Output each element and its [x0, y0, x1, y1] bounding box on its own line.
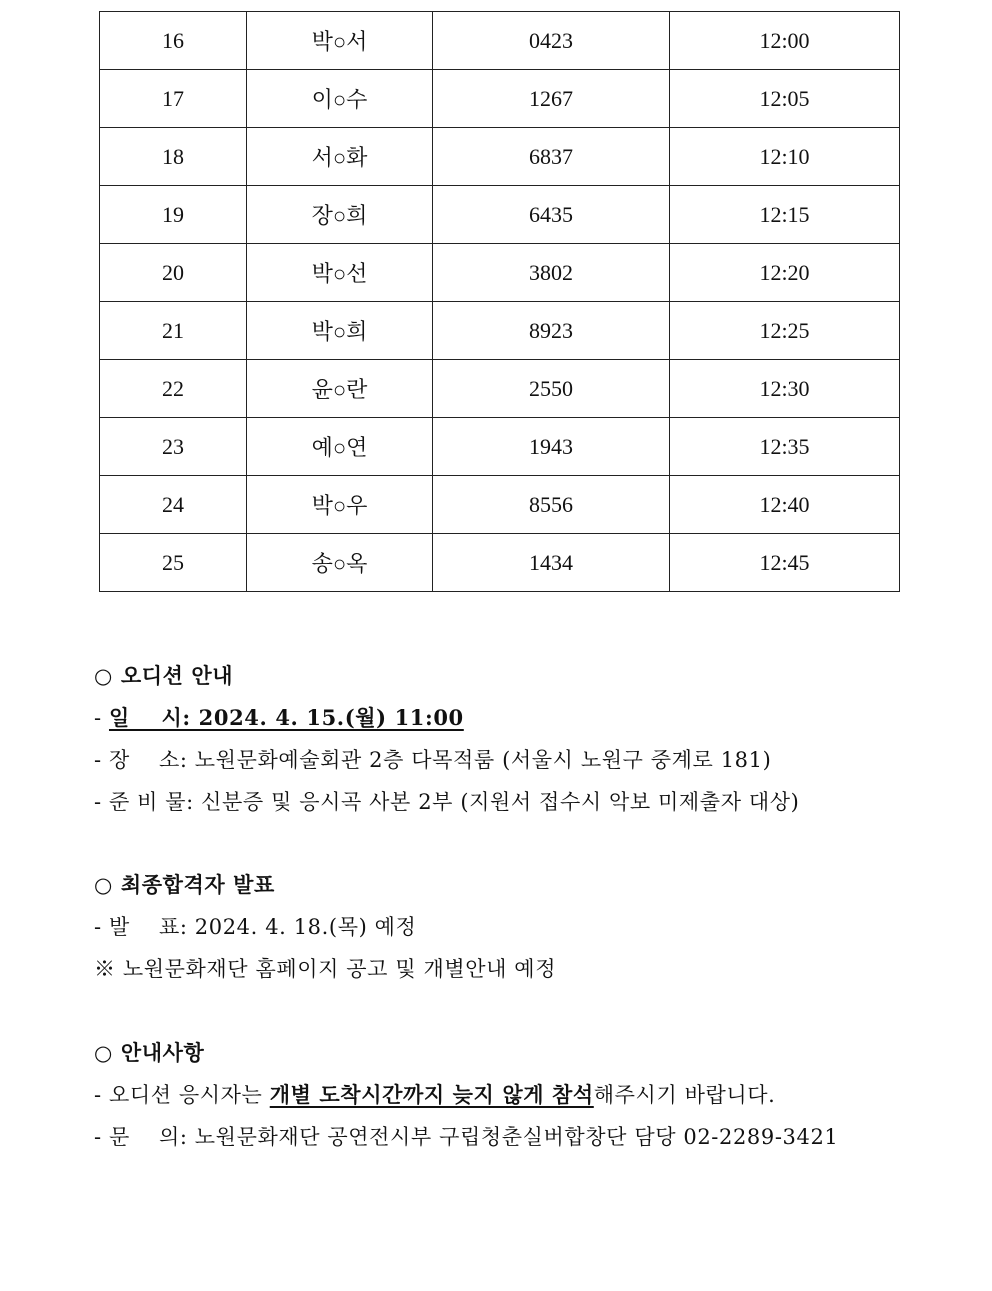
notice-line1-emphasis: 개별 도착시간까지 늦지 않게 참석 — [269, 1082, 594, 1107]
applicant-code-cell: 1267 — [433, 70, 670, 128]
arrival-time-cell: 12:40 — [670, 476, 900, 534]
announcement-note: ※ 노원문화재단 홈페이지 공고 및 개별안내 예정 — [94, 957, 557, 981]
row-number-cell: 20 — [100, 244, 247, 302]
table-row — [100, 302, 900, 360]
notice-heading: ○ 안내사항 — [94, 1040, 205, 1065]
row-number-cell: 19 — [100, 186, 247, 244]
audition-date-prefix: - — [94, 706, 109, 730]
notice-line1-suffix: 해주시기 바랍니다. — [593, 1083, 776, 1107]
applicant-code-cell: 2550 — [433, 360, 670, 418]
audition-date: 일 시: 2024. 4. 15.(월) 11:00 — [108, 705, 464, 730]
audition-heading: ○ 오디션 안내 — [94, 663, 234, 688]
audition-date-line — [94, 697, 914, 739]
row-number-cell: 21 — [100, 302, 247, 360]
notice-section — [94, 1032, 914, 1158]
table-row — [100, 186, 900, 244]
applicant-code-cell: 0423 — [433, 12, 670, 70]
results-table — [99, 11, 900, 592]
row-number-cell: 18 — [100, 128, 247, 186]
table-row — [100, 128, 900, 186]
announcement-date: - 발 표: 2024. 4. 18.(목) 예정 — [94, 915, 417, 939]
applicant-name-cell: 예○연 — [247, 418, 433, 476]
applicant-code-cell: 3802 — [433, 244, 670, 302]
applicant-name-cell: 박○서 — [247, 12, 433, 70]
applicant-code-cell: 8556 — [433, 476, 670, 534]
arrival-time-cell: 12:25 — [670, 302, 900, 360]
arrival-time-cell: 12:35 — [670, 418, 900, 476]
applicant-name-cell: 박○희 — [247, 302, 433, 360]
table-row — [100, 418, 900, 476]
applicant-code-cell: 8923 — [433, 302, 670, 360]
applicant-code-cell: 1434 — [433, 534, 670, 592]
arrival-time-cell: 12:10 — [670, 128, 900, 186]
notice-contact: - 문 의: 노원문화재단 공연전시부 구립청춘실버합창단 담당 02-2289-3421 — [94, 1125, 839, 1149]
arrival-time-cell: 12:00 — [670, 12, 900, 70]
notice-line1 — [94, 1074, 914, 1116]
row-number-cell: 22 — [100, 360, 247, 418]
arrival-time-cell: 12:30 — [670, 360, 900, 418]
arrival-time-cell: 12:15 — [670, 186, 900, 244]
notice-line1-prefix: - 오디션 응시자는 — [94, 1083, 270, 1107]
row-number-cell: 25 — [100, 534, 247, 592]
audition-items: - 준 비 물: 신분증 및 응시곡 사본 2부 (지원서 접수시 악보 미제출자 대상) — [94, 790, 800, 814]
announcement-section — [94, 864, 914, 990]
table-row — [100, 12, 900, 70]
applicant-name-cell: 박○우 — [247, 476, 433, 534]
arrival-time-cell: 12:20 — [670, 244, 900, 302]
table-row — [100, 70, 900, 128]
announcement-heading: ○ 최종합격자 발표 — [94, 872, 275, 897]
row-number-cell: 16 — [100, 12, 247, 70]
audition-place: - 장 소: 노원문화예술회관 2층 다목적룸 (서울시 노원구 중계로 181) — [94, 748, 772, 772]
applicant-name-cell: 박○선 — [247, 244, 433, 302]
row-number-cell: 23 — [100, 418, 247, 476]
row-number-cell: 17 — [100, 70, 247, 128]
row-number-cell: 24 — [100, 476, 247, 534]
applicant-code-cell: 1943 — [433, 418, 670, 476]
arrival-time-cell: 12:45 — [670, 534, 900, 592]
applicant-name-cell: 송○옥 — [247, 534, 433, 592]
applicant-name-cell: 이○수 — [247, 70, 433, 128]
applicant-name-cell: 장○희 — [247, 186, 433, 244]
applicant-name-cell: 윤○란 — [247, 360, 433, 418]
table-row — [100, 360, 900, 418]
table-row — [100, 476, 900, 534]
applicant-name-cell: 서○화 — [247, 128, 433, 186]
results-table-body — [100, 12, 900, 592]
table-row — [100, 244, 900, 302]
applicant-code-cell: 6435 — [433, 186, 670, 244]
arrival-time-cell: 12:05 — [670, 70, 900, 128]
applicant-code-cell: 6837 — [433, 128, 670, 186]
audition-info-section — [94, 655, 914, 823]
table-row — [100, 534, 900, 592]
